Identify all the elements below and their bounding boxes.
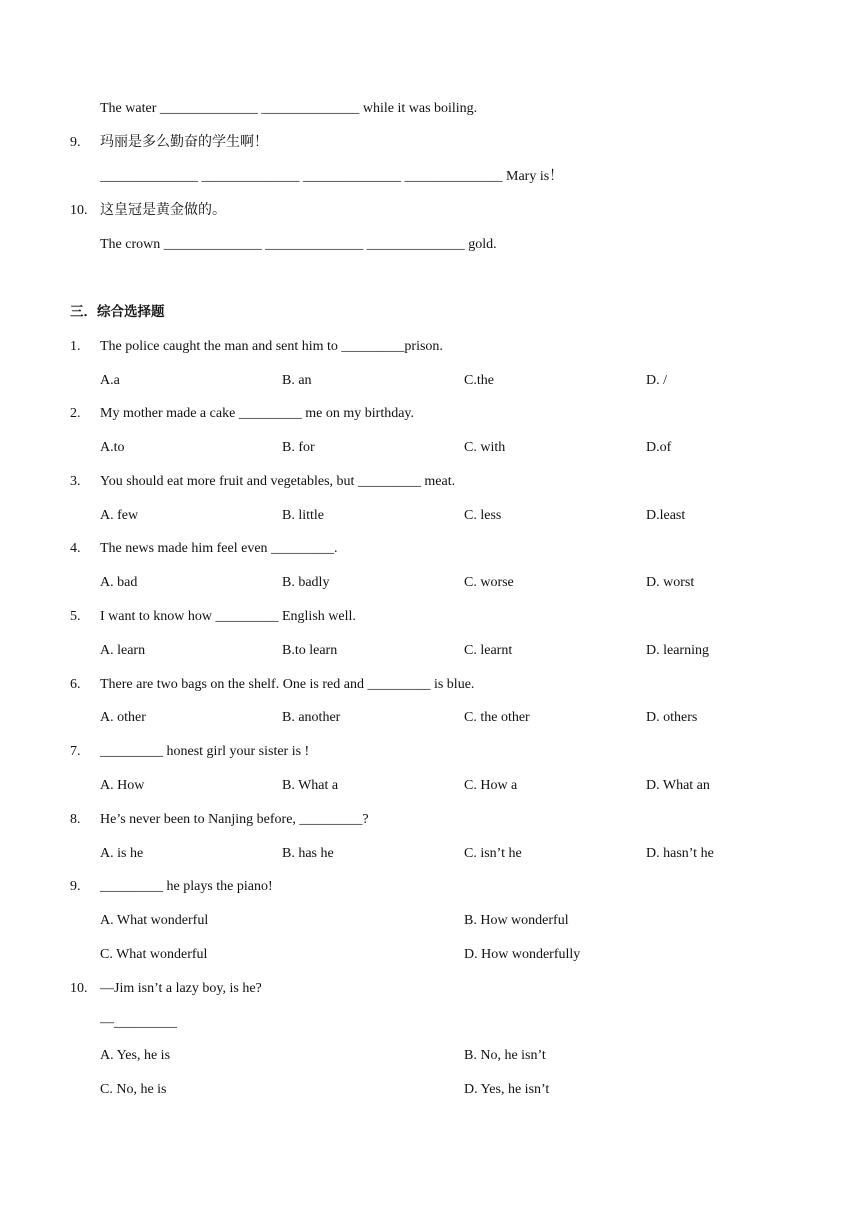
option-c: C. How a <box>464 778 518 793</box>
option-d: D. worst <box>646 575 695 590</box>
option-d: D. learning <box>646 643 709 658</box>
question-text: The news made him feel even _________. <box>100 541 338 556</box>
answer-blank: —_________ <box>100 1015 177 1030</box>
question-text: I want to know how _________ English well. <box>100 609 356 624</box>
question-text: My mother made a cake _________ me on my birthday. <box>100 406 415 421</box>
fill-q10-number: 10. <box>70 203 88 218</box>
option-b: B. an <box>282 373 312 388</box>
option-c: C. the other <box>464 710 530 725</box>
option-a: A. bad <box>100 575 138 590</box>
option-d: D.of <box>646 440 672 455</box>
option-c: C. learnt <box>464 643 513 658</box>
option-a: A. Yes, he is <box>100 1048 171 1063</box>
option-d: D. How wonderfully <box>464 947 581 962</box>
option-b: B. What a <box>282 778 339 793</box>
question-number: 1. <box>70 339 81 354</box>
question-text: _________ honest girl your sister is ! <box>100 744 310 759</box>
option-d: D.least <box>646 508 686 523</box>
fill-q8-answer-line: The water ______________ ______________ while it was boiling. <box>100 101 478 116</box>
question-number: 4. <box>70 541 81 556</box>
option-c: C. What wonderful <box>100 947 208 962</box>
question-number: 5. <box>70 609 81 624</box>
question-text: There are two bags on the shelf. One is red and _________ is blue. <box>100 677 475 692</box>
option-b: B. little <box>282 508 324 523</box>
section-heading: 三．综合选择题 <box>70 304 165 320</box>
option-a: A.a <box>100 373 120 388</box>
question-text: The police caught the man and sent him to _________prison. <box>100 339 443 354</box>
option-c: C. No, he is <box>100 1082 167 1097</box>
question-number: 2. <box>70 406 81 421</box>
option-d: D. What an <box>646 778 710 793</box>
question-number: 10. <box>70 981 88 996</box>
fill-q10-prompt: 这皇冠是黄金做的。 <box>100 203 226 218</box>
option-a: A. How <box>100 778 145 793</box>
option-a: A. few <box>100 508 139 523</box>
option-b: B. for <box>282 440 315 455</box>
question-text: _________ he plays the piano! <box>100 879 273 894</box>
option-b: B. No, he isn’t <box>464 1048 546 1063</box>
option-b: B. badly <box>282 575 330 590</box>
option-c: C.the <box>464 373 494 388</box>
option-a: A. is he <box>100 846 144 861</box>
fill-q10-answer-line: The crown ______________ ______________ ______________ gold. <box>100 237 497 252</box>
option-a: A. What wonderful <box>100 913 209 928</box>
question-number: 6. <box>70 677 81 692</box>
fill-q9-prompt: 玛丽是多么勤奋的学生啊！ <box>100 135 268 150</box>
option-d: D. Yes, he isn’t <box>464 1082 550 1097</box>
option-c: C. less <box>464 508 502 523</box>
option-c: C. worse <box>464 575 514 590</box>
option-b: B. has he <box>282 846 334 861</box>
fill-q9-answer-line: ______________ ______________ ______________ ______________ Mary is！ <box>100 169 564 184</box>
question-number: 3. <box>70 474 81 489</box>
option-b: B. How wonderful <box>464 913 569 928</box>
question-text: You should eat more fruit and vegetables, but _________ meat. <box>100 474 456 489</box>
option-d: D. / <box>646 373 667 388</box>
fill-q9-number: 9. <box>70 135 81 150</box>
question-text: —Jim isn’t a lazy boy, is he? <box>100 981 262 996</box>
option-d: D. hasn’t he <box>646 846 714 861</box>
question-number: 9. <box>70 879 81 894</box>
option-c: C. with <box>464 440 506 455</box>
option-a: A.to <box>100 440 125 455</box>
option-a: A. other <box>100 710 146 725</box>
question-number: 7. <box>70 744 81 759</box>
question-number: 8. <box>70 812 81 827</box>
option-a: A. learn <box>100 643 146 658</box>
question-text: He’s never been to Nanjing before, _________? <box>100 812 369 827</box>
option-d: D. others <box>646 710 698 725</box>
option-c: C. isn’t he <box>464 846 522 861</box>
option-b: B.to learn <box>282 643 338 658</box>
option-b: B. another <box>282 710 341 725</box>
